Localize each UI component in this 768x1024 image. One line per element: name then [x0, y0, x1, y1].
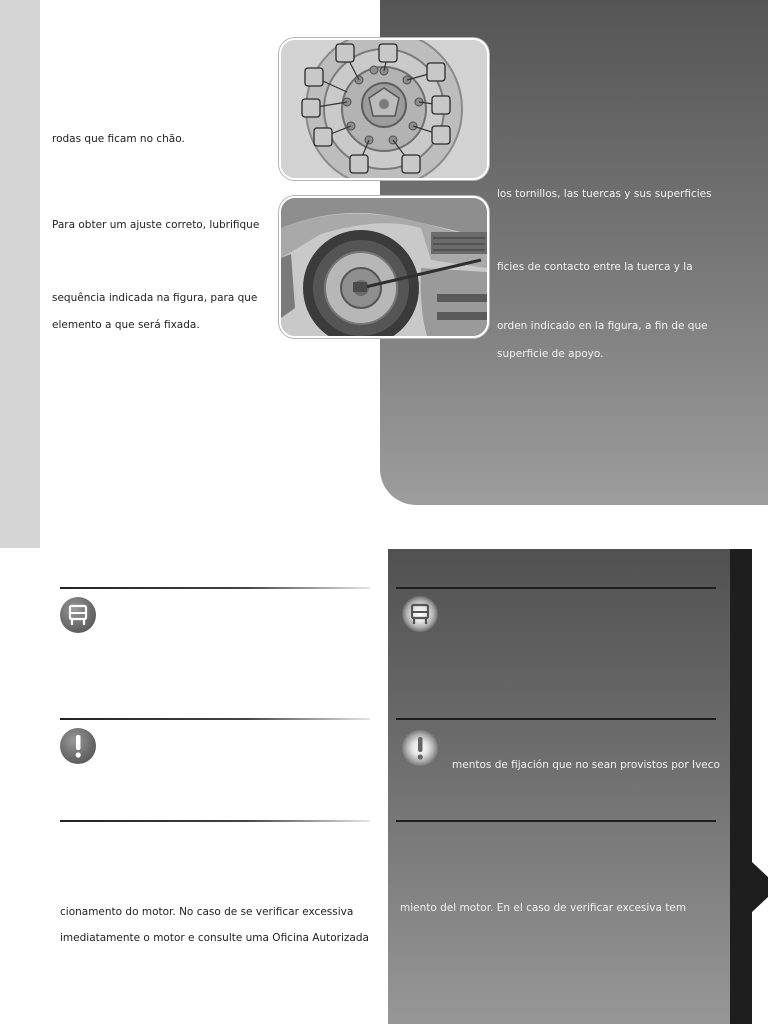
- exclamation-icon: [402, 730, 438, 766]
- wheel-nut-sequence-photo: [279, 38, 489, 180]
- note-icon: [402, 596, 438, 632]
- section-divider: [60, 587, 370, 589]
- es-text-line: los tornillos, las tuercas y sus superficies: [497, 188, 712, 200]
- pt-text-line: elemento a que será fixada.: [52, 319, 200, 331]
- spanish-bottom-panel: [388, 549, 730, 1024]
- section-divider: [396, 718, 716, 720]
- pt-text-line: Para obter um ajuste correto, lubrifique: [52, 219, 260, 231]
- page-edge-bar: [730, 549, 752, 1024]
- pt-text-line: sequência indicada na figura, para que: [52, 292, 258, 304]
- es-text-line: orden indicado en la figura, a fin de que: [497, 320, 708, 332]
- section-divider: [60, 820, 370, 822]
- es-warning-text: mentos de fijación que no sean provistos por Iveco: [452, 759, 720, 771]
- truck-wheel-wrench-photo: [279, 196, 489, 338]
- note-icon: [60, 597, 96, 633]
- es-text-line: superficie de apoyo.: [497, 348, 604, 360]
- pt-text-line: cionamento do motor. No caso de se verificar excessiva: [60, 906, 354, 918]
- es-text-line: ficies de contacto entre la tuerca y la: [497, 261, 693, 273]
- page-edge-tab: [752, 862, 768, 912]
- pt-text-line: rodas que ficam no chão.: [52, 133, 185, 145]
- exclamation-icon: [60, 728, 96, 764]
- pt-text-line: imediatamente o motor e consulte uma Oficina Autorizada: [60, 932, 369, 944]
- es-text-line: miento del motor. En el caso de verificar excesiva tem: [400, 902, 687, 914]
- section-divider: [396, 587, 716, 589]
- section-divider: [60, 718, 370, 720]
- left-margin-strip: [0, 0, 40, 548]
- section-divider: [396, 820, 716, 822]
